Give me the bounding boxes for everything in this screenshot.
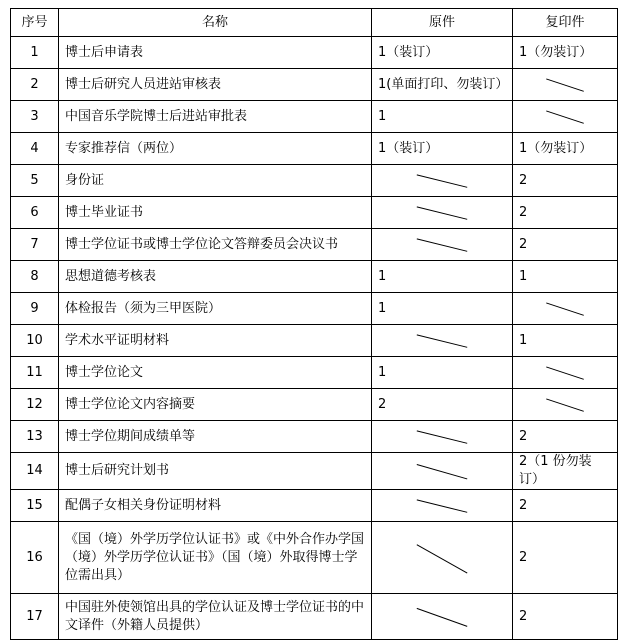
table-header (11, 9, 618, 37)
row-original-not-applicable (372, 490, 513, 522)
row-number: 15 (11, 490, 59, 522)
diagonal-slash-icon (372, 490, 512, 521)
row-original-not-applicable (372, 594, 513, 640)
row-original: 2 (372, 389, 513, 421)
table-row (11, 453, 618, 490)
row-copy: 2 (513, 490, 618, 522)
row-name: 《国（境）外学历学位认证书》或《中外合作办学国（境）外学历学位认证书》（国（境）外取得博士学位需出具） (59, 522, 372, 594)
row-copy: 2 (513, 421, 618, 453)
header-copy: 复印件 (513, 9, 618, 37)
table-row (11, 421, 618, 453)
row-number: 16 (11, 522, 59, 594)
row-name: 中国驻外使领馆出具的学位认证及博士学位证书的中文译件（外籍人员提供） (59, 594, 372, 640)
row-name: 中国音乐学院博士后进站审批表 (59, 101, 372, 133)
row-original: 1(单面打印、勿装订） (372, 69, 513, 101)
row-number: 17 (11, 594, 59, 640)
table-row (11, 325, 618, 357)
row-original: 1（装订） (372, 37, 513, 69)
row-number: 10 (11, 325, 59, 357)
row-number: 9 (11, 293, 59, 325)
diagonal-slash-icon (372, 522, 512, 593)
row-original: 1（装订） (372, 133, 513, 165)
table-body (11, 37, 618, 640)
row-copy-not-applicable (513, 69, 618, 101)
row-name: 专家推荐信（两位） (59, 133, 372, 165)
row-number: 1 (11, 37, 59, 69)
row-original-not-applicable (372, 197, 513, 229)
header-row (11, 9, 618, 37)
row-copy: 1 (513, 325, 618, 357)
row-number: 6 (11, 197, 59, 229)
table-row (11, 490, 618, 522)
row-original-not-applicable (372, 522, 513, 594)
row-original-not-applicable (372, 165, 513, 197)
row-number: 12 (11, 389, 59, 421)
row-name: 学术水平证明材料 (59, 325, 372, 357)
row-copy: 1（勿装订） (513, 37, 618, 69)
row-number: 8 (11, 261, 59, 293)
row-copy-not-applicable (513, 357, 618, 389)
table-row (11, 101, 618, 133)
table-row (11, 522, 618, 594)
diagonal-slash-icon (372, 197, 512, 228)
row-name: 博士学位论文 (59, 357, 372, 389)
diagonal-slash-icon (372, 453, 512, 489)
row-original: 1 (372, 293, 513, 325)
row-number: 2 (11, 69, 59, 101)
materials-table (10, 8, 618, 640)
row-copy: 1（勿装订） (513, 133, 618, 165)
row-original-not-applicable (372, 325, 513, 357)
row-original-not-applicable (372, 421, 513, 453)
row-copy-not-applicable (513, 293, 618, 325)
row-number: 4 (11, 133, 59, 165)
row-name: 博士学位证书或博士学位论文答辩委员会决议书 (59, 229, 372, 261)
row-copy: 1 (513, 261, 618, 293)
table-row (11, 69, 618, 101)
row-copy: 2（1 份勿装订） (513, 453, 618, 490)
table-row (11, 261, 618, 293)
row-name: 博士后研究人员进站审核表 (59, 69, 372, 101)
row-number: 3 (11, 101, 59, 133)
row-name: 博士后申请表 (59, 37, 372, 69)
row-name: 博士后研究计划书 (59, 453, 372, 490)
diagonal-slash-icon (372, 421, 512, 452)
row-original: 1 (372, 357, 513, 389)
table-row (11, 197, 618, 229)
table-row (11, 389, 618, 421)
diagonal-slash-icon (513, 69, 617, 100)
table-row (11, 229, 618, 261)
row-name: 博士学位论文内容摘要 (59, 389, 372, 421)
row-name: 体检报告（须为三甲医院） (59, 293, 372, 325)
diagonal-slash-icon (372, 165, 512, 196)
diagonal-slash-icon (513, 357, 617, 388)
diagonal-slash-icon (372, 594, 512, 639)
row-copy: 2 (513, 165, 618, 197)
row-copy-not-applicable (513, 389, 618, 421)
table-row (11, 357, 618, 389)
row-original-not-applicable (372, 229, 513, 261)
row-number: 5 (11, 165, 59, 197)
row-copy: 2 (513, 594, 618, 640)
diagonal-slash-icon (372, 325, 512, 356)
row-copy: 2 (513, 197, 618, 229)
row-name: 思想道德考核表 (59, 261, 372, 293)
table-row (11, 37, 618, 69)
diagonal-slash-icon (513, 293, 617, 324)
row-copy: 2 (513, 229, 618, 261)
row-original-not-applicable (372, 453, 513, 490)
row-name: 身份证 (59, 165, 372, 197)
row-original: 1 (372, 101, 513, 133)
row-name: 配偶子女相关身份证明材料 (59, 490, 372, 522)
diagonal-slash-icon (513, 389, 617, 420)
row-copy-not-applicable (513, 101, 618, 133)
row-number: 11 (11, 357, 59, 389)
diagonal-slash-icon (513, 101, 617, 132)
header-original: 原件 (372, 9, 513, 37)
table-row (11, 133, 618, 165)
row-name: 博士毕业证书 (59, 197, 372, 229)
row-number: 13 (11, 421, 59, 453)
row-number: 7 (11, 229, 59, 261)
table-row (11, 165, 618, 197)
row-name: 博士学位期间成绩单等 (59, 421, 372, 453)
diagonal-slash-icon (372, 229, 512, 260)
row-number: 14 (11, 453, 59, 490)
table-row (11, 594, 618, 640)
row-copy: 2 (513, 522, 618, 594)
table-row (11, 293, 618, 325)
row-original: 1 (372, 261, 513, 293)
header-name: 名称 (59, 9, 372, 37)
header-no: 序号 (11, 9, 59, 37)
